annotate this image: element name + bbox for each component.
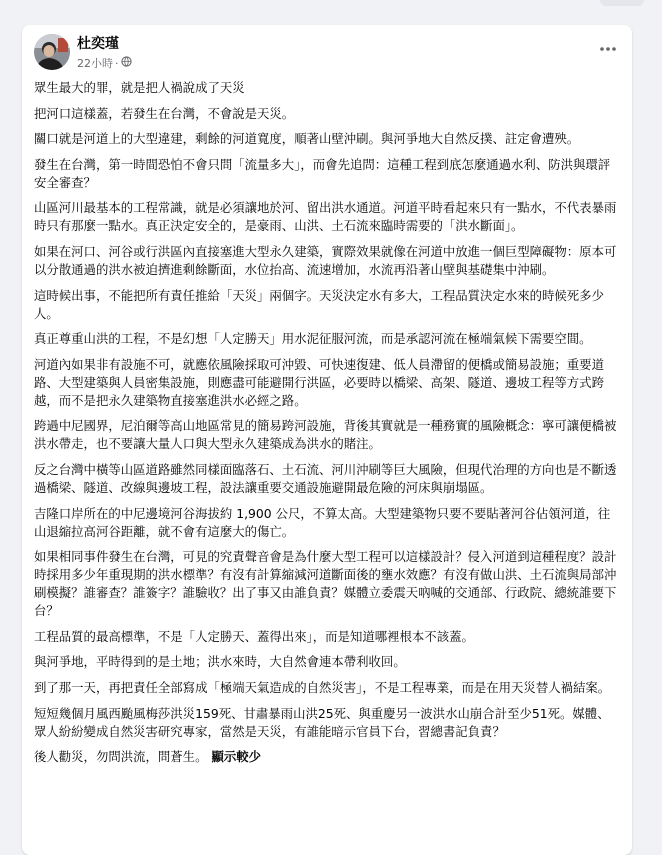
post-paragraph: 關口就是河道上的大型違建，剩餘的河道寬度，順著山壁沖刷。與河爭地大自然反撲、註定會遭殃。	[34, 131, 580, 147]
post-paragraph: 跨過中尼國界，尼泊爾等高山地區常見的簡易跨河設施，背後其實就是一種務實的風險概念：寧可讓便橋被洪水帶走，也不要讓大量人口與大型永久建築成為洪水的賭注。	[34, 418, 617, 452]
post-paragraph: 這時候出事，不能把所有責任推給「天災」兩個字。天災決定水有多大，工程品質決定水來的時候死多少人。	[34, 287, 604, 321]
author-name[interactable]: 杜奕瑾	[77, 36, 119, 52]
post-paragraph: 短短幾個月風西颱風梅莎洪災159死、甘肅暴雨山洪25死、與重慶另一波洪水山崩合計至少51死。媒體、眾人紛紛變成自然災害研究專家，當然是天災，有誰能暗示官員下台，習總書記負責？	[34, 705, 610, 739]
post-paragraph: 工程品質的最高標準，不是「人定勝天、蓋得出來」，而是知道哪裡根本不該蓋。	[34, 628, 474, 644]
post-paragraph: 到了那一天，再把責任全部寫成「極端天氣造成的自然災害」，不是工程專業，而是在用天災替人禍結案。	[34, 679, 611, 695]
post-paragraph: 真正尊重山洪的工程，不是幻想「人定勝天」用水泥征服河流，而是承認河流在極端氣候下需要空間。	[34, 331, 592, 347]
post-paragraph: 吉隆口岸所在的中尼邊境河谷海拔約 1,900 公尺，不算太高。大型建築物只要不要貼著河谷佔領河道，往山退縮拉高河谷距離，就不會有這麼大的傷亡。	[34, 505, 611, 539]
globe-icon	[121, 56, 132, 71]
post-meta	[77, 56, 132, 71]
post-header	[22, 25, 632, 79]
post-paragraph-text: 後人勸災，勿問洪流，問蒼生。	[34, 749, 208, 765]
meta-separator: ·	[115, 56, 119, 70]
avatar-image	[34, 34, 70, 70]
post-paragraph: 把河口這樣蓋，若發生在台灣，不會說是天災。	[34, 105, 295, 121]
post-paragraph: 發生在台灣，第一時間恐怕不會只問「流量多大」，而會先追問：這種工程到底怎麼通過水利、防洪與環評安全審查？	[34, 156, 611, 190]
post-timestamp[interactable]: 22小時	[77, 56, 113, 70]
more-options-icon[interactable]	[598, 39, 618, 59]
post-paragraph: 與河爭地，平時得到的是土地；洪水來時，大自然會連本帶利收回。	[34, 654, 406, 670]
avatar[interactable]	[34, 34, 70, 70]
post-paragraph: 眾生最大的罪，就是把人禍說成了天災	[34, 80, 245, 95]
post-body	[22, 79, 632, 766]
top-action-button[interactable]	[600, 0, 644, 6]
post-paragraph: 反之台灣中橫等山區道路雖然同樣面臨落石、土石流、河川沖刷等巨大風險，但現代治理的方向也是不斷透過橋梁、隧道、改線與邊坡工程，設法讓重要交通設施避開最危險的河床與崩塌區。	[34, 461, 617, 495]
see-less-link[interactable]: 顯示較少	[211, 749, 262, 765]
post-paragraph: 河道內如果非有設施不可，就應依風險採取可沖毀、可快速復建、低人員滯留的便橋或簡易設施；重要道路、大型建築與人員密集設施，則應盡可能避開行洪區，必要時以橋梁、高架、隧道、邊坡工程等方式跨越，而不是把永久建築物直接塞進洪水必經之路。	[34, 356, 604, 408]
post-paragraph: 如果相同事件發生在台灣，可見的究責聲音會是為什麼大型工程可以這樣設計？侵入河道到這種程度？設計時採用多少年重現期的洪水標準？有沒有計算縮減河道斷面後的壅水效應？有沒有做山洪、土石流與局部沖刷模擬？誰審查？誰簽字？誰驗收？出了事又由誰負責？媒體立委震天吶喊的交通部、行政院、總統誰要下台？	[34, 549, 617, 619]
post-paragraph-last	[34, 748, 621, 766]
post-paragraph: 山區河川最基本的工程常識，就是必須讓地於河、留出洪水通道。河道平時看起來只有一點水，不代表暴雨時只有那麼一點水。真正決定安全的，是豪雨、山洪、土石流來臨時需要的「洪水斷面」。	[34, 200, 617, 234]
post-paragraph: 如果在河口、河谷或行洪區內直接塞進大型永久建築，實際效果就像在河道中放進一個巨型障礙物：原本可以分散通過的洪水被迫擠進剩餘斷面，水位抬高、流速增加，水流再沿著山壁與基礎集中沖刷。	[34, 243, 617, 277]
post-card	[22, 25, 632, 855]
